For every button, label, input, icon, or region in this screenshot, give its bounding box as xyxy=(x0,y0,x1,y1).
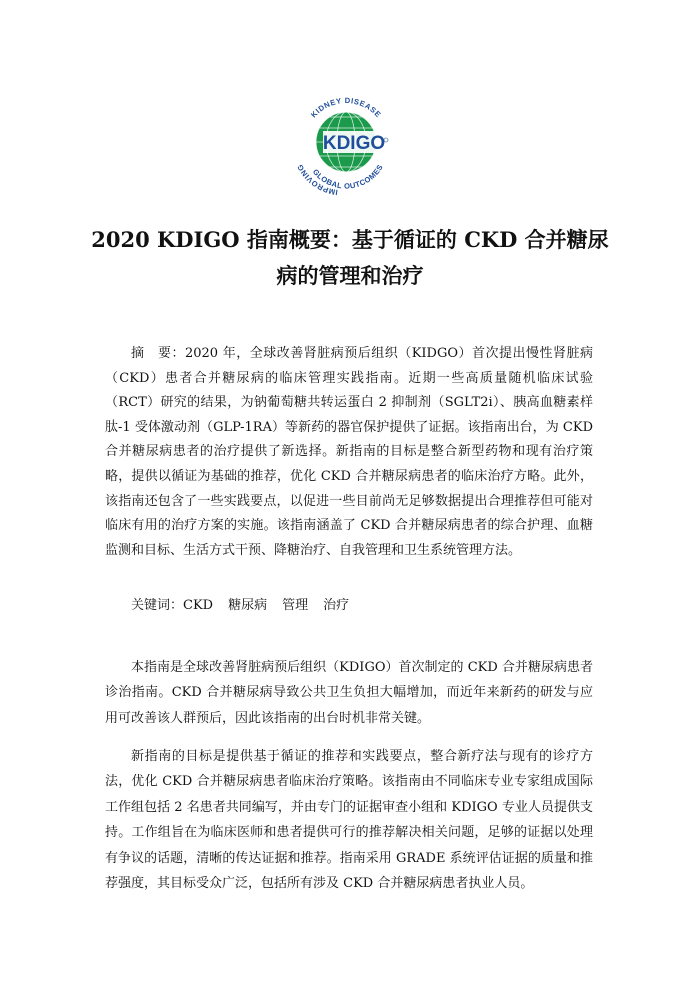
keywords-line xyxy=(131,594,364,618)
keyword-item: 管理 xyxy=(282,598,309,613)
logo-arc-bottom: GLOBAL OUTCOMES xyxy=(310,162,385,191)
title-line-2: 病的管理和治疗 xyxy=(276,263,424,288)
document-title xyxy=(60,222,640,294)
abstract-paragraph: 摘 要：2020 年，全球改善肾脏病预后组织（KIDGO）首次提出慢性肾脏病（CKD）患者合并糖尿病的临床管理实践指南。近期一些高质量随机临床试验（RCT）研究的结果，为钠葡萄糖共转运蛋白 2 抑制剂（SGLT2i）、胰高血糖素样肽-1 受体激动剂（GLP-1RA）等新药的器官保护提供了证据。该指南出台，为 CKD 合并糖尿病患者的治疗提供了新选择。新指南的目标是整合新型药物和现有治疗策略，提供以循证为基础的推荐，优化 CKD 合并糖尿病患者的临床治疗方略。此外，该指南还包含了一些实践要点，以促进一些目前尚无足够数据提出合理推荐但可能对临床有用的治疗方案的实施。该指南涵盖了 CKD 合并糖尿病患者的综合护理、血糖监测和目标、生活方式干预、降糖治疗、自我管理和卫生系统管理方法。 xyxy=(105,346,593,558)
logo-arc-left: IMPROVING xyxy=(295,162,339,197)
title-line-1: 2020 KDIGO 指南概要：基于循证的 CKD 合并糖尿 xyxy=(91,227,609,252)
logo-arc-top: KIDNEY DISEASE xyxy=(309,95,383,120)
kdigo-logo xyxy=(283,78,409,204)
body-paragraph: 本指南是全球改善肾脏病预后组织（KDIGO）首次制定的 CKD 合并糖尿病患者诊治指南。CKD 合并糖尿病导致公共卫生负担大幅增加，而近年来新药的研发与应用可改善该人群预后，因此该指南的出台时机非常关键。 xyxy=(105,660,593,726)
keyword-item: 治疗 xyxy=(323,598,350,613)
keyword-item: 糖尿病 xyxy=(228,598,268,613)
keyword-item: CKD xyxy=(183,598,214,613)
logo-center-text: KDIGO xyxy=(322,133,386,154)
body-paragraph: 新指南的目标是提供基于循证的推荐和实践要点，整合新疗法与现有的诊疗方法，优化 CKD 合并糖尿病患者临床治疗策略。该指南由不同临床专业专家组成国际工作组包括 2 名患者共同编写，并由专门的证据审查小组和 KDIGO 专业人员提供支持。工作组旨在为临床医师和患者提供可行的推荐解决相关问题，足够的证据以处理有争议的话题，清晰的传达证据和推荐。指南采用 GRADE 系统评估证据的质量和推荐强度，其目标受众广泛，包括所有涉及 CKD 合并糖尿病患者执业人员。 xyxy=(105,749,593,892)
keywords-label: 关键词： xyxy=(131,598,184,613)
